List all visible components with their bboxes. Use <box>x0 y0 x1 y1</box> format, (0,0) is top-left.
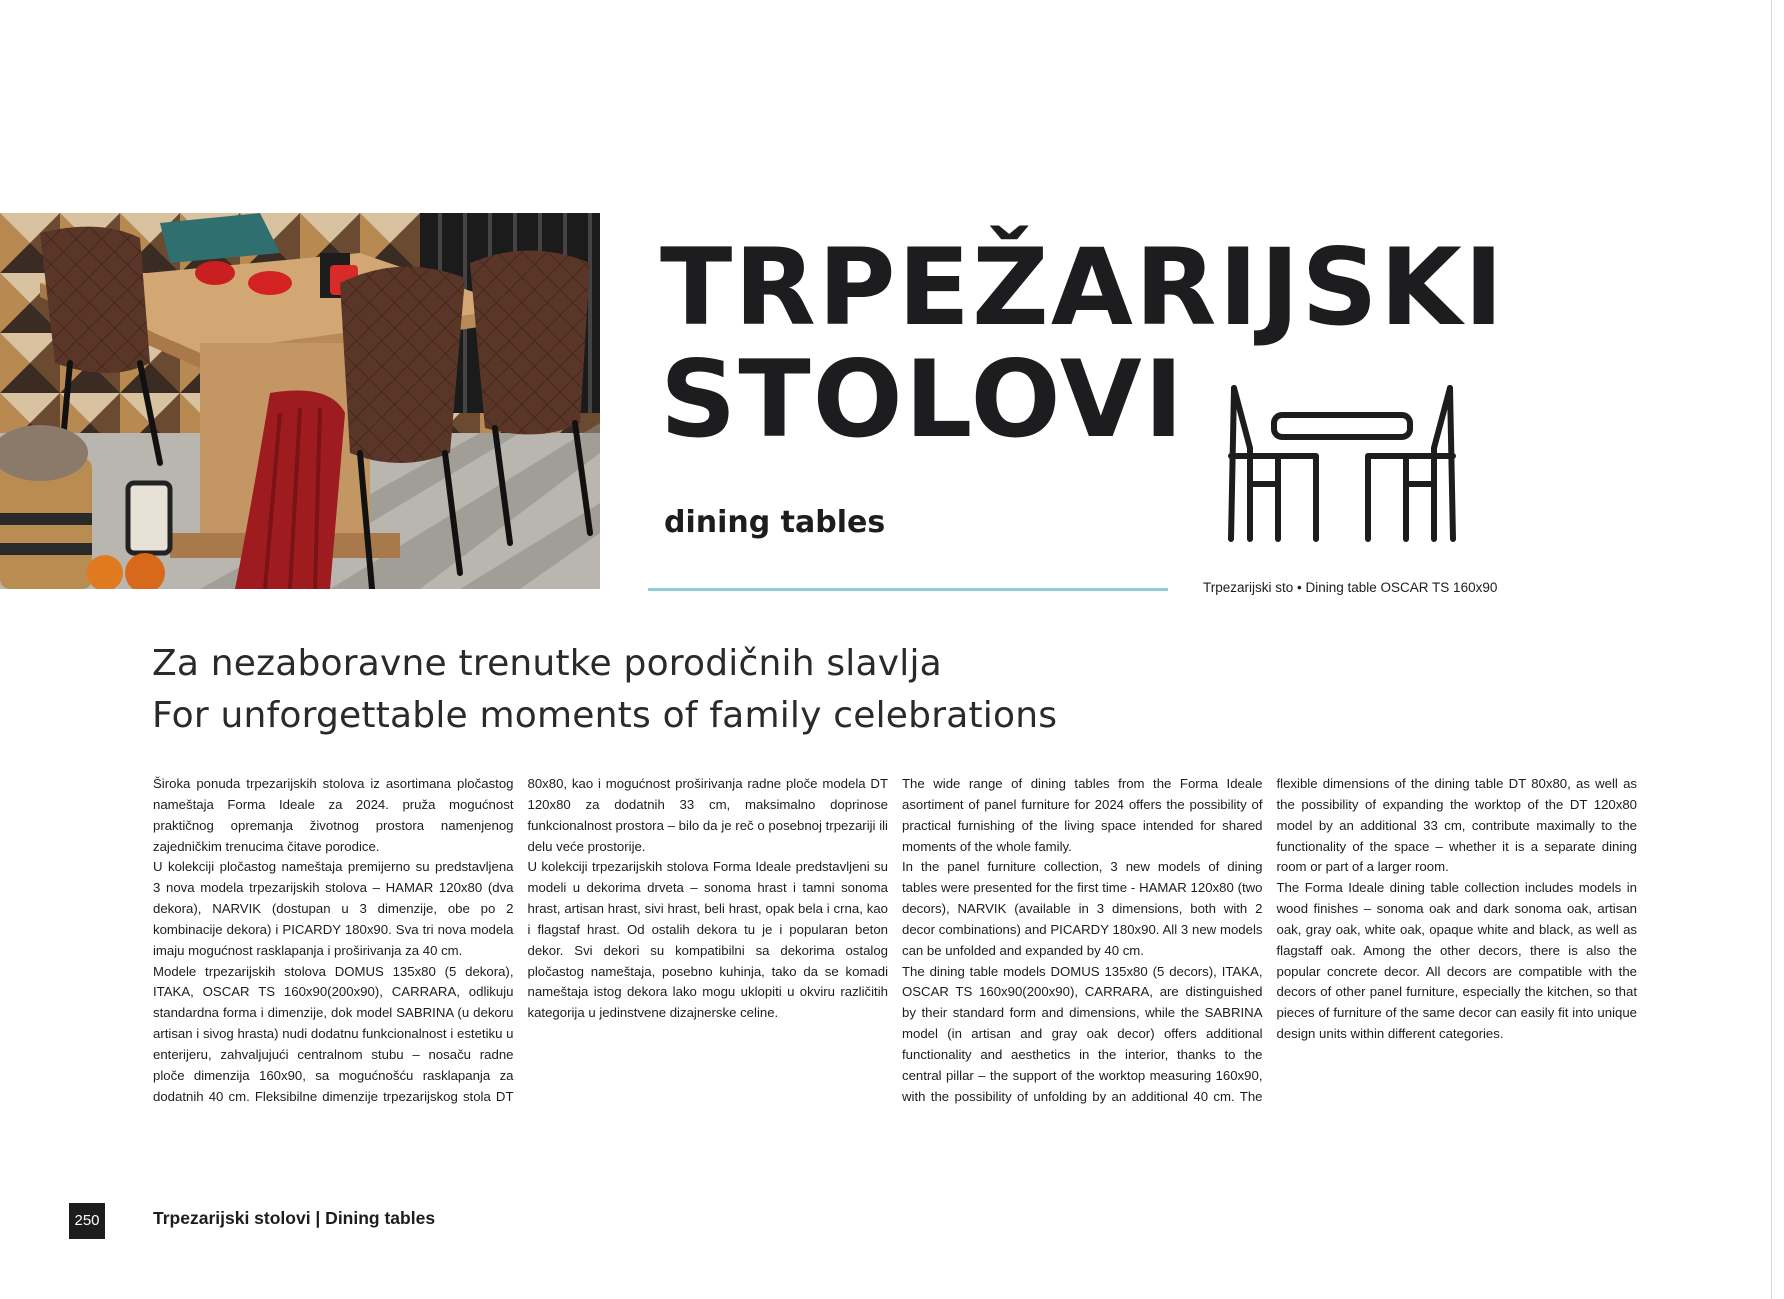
body-paragraph-sr-3: Modele trpezarijskih stolova DOMUS 135x80 (5 dekora), ITAKA, OSCAR TS 160x90(200x90), CARRARA, odlikuju standardna forma i dimenzije, dok model SABRINA (u dekoru artisan i sivog hrasta) nudi dodatnu funkcionalnost i estetiku u enterijeru, zahvaljujući centralnom stubu – nosaču radne ploče dimenzija 160x90, sa mogućnošću rasklapanja za dodatnih 40 cm. Fleksibilne dimenzije trpezarijskog stola DT 80x80, kao i mogućnost proširivanja radne ploče modela DT 120x80 za dodatnih 33 cm, maksimalno doprinose funkcionalnost prostora – bilo da je reč o posebnoj trpezariji ili delu veće prostorije. <box>153 776 888 1104</box>
product-photo <box>0 213 600 589</box>
page-edge-divider <box>1771 0 1772 1299</box>
title-line-1: TRPEŽARIJSKI <box>660 226 1506 349</box>
page-number: 250 <box>69 1203 105 1239</box>
body-paragraph-en-1: The wide range of dining tables from the Forma Ideale asortiment of panel furniture for 2024 offers the possibility of practical furnishing of the living space intended for shared moments of the whole family. <box>902 776 1263 854</box>
body-paragraph-sr-4: U kolekciji trpezarijskih stolova Forma Ideale predstavljeni su modeli u dekorima drveta – sonoma hrast i tamni sonoma hrast, artisan hrast, sivi hrast, beli hrast, opak bela i crna, kao i flagstaf hrast. Od ostalih dekora tu je i popularan beton dekor. Svi dekori su kompatibilni sa dekorima ostalog pločastog nameštaja, posebno kuhinja, tako da se komadi nameštaja istog dekora lako mogu uklopiti u okviru različitih kategorija u jedinstvene dizajnerske celine. <box>527 859 888 1021</box>
body-paragraph-en-2: In the panel furniture collection, 3 new models of dining tables were presented for the first time - HAMAR 120x80 (two decors), NARVIK (available in 3 dimensions, both with 2 decor combinations) and PICARDY 180x90. All 3 new models can be unfolded and expanded by 40 cm. <box>902 859 1263 958</box>
body-paragraph-en-4: The Forma Ideale dining table collection includes models in wood finishes – sonoma oak and dark sonoma oak, artisan oak, gray oak, white oak, opaque white and black, as well as flagstaff oak. Among the other decors, there is also the popular concrete decor. All decors are compatible with the decors of other panel furniture, especially the kitchen, so that pieces of furniture of the same decor can easily fit into unique design units within different categories. <box>1276 880 1637 1042</box>
dining-table-chairs-icon <box>1226 384 1458 544</box>
body-paragraph-en-3: The dining table models DOMUS 135x80 (5 decors), ITAKA, OSCAR TS 160x90(200x90), CARRARA, are distinguished by their standard form and dimensions, while the SABRINA model (in artisan and gray oak decor) offers additional functionality and aesthetics in the interior, thanks to the central pillar – the support of the worktop measuring 160x90, with the possibility of unfolding by an additional 40 cm. The flexible dimensions of the dining table DT 80x80, as well as the possibility of expanding the worktop of the DT 120x80 model by an additional 33 cm, contribute maximally to the functionality of the space – whether it is a separate dining room or part of a larger room. <box>902 776 1637 1104</box>
accent-rule <box>648 588 1168 591</box>
page-subtitle: dining tables <box>664 505 886 540</box>
body-paragraph-sr-2: U kolekciji pločastog nameštaja premijerno su predstavljena 3 nova modela trpezarijskih stolova – HAMAR 120x80 (dva dekora), NARVIK (dostupan u 3 dimenzije, obe po 2 kombinacije dekora) i PICARDY 180x90. Sva tri nova modela imaju mogućnost rasklapanja i proširivanja za 40 cm. <box>153 859 514 958</box>
section-label: Trpezarijski stolovi | Dining tables <box>153 1208 436 1228</box>
headline-en: For unforgettable moments of family celebrations <box>152 695 1058 736</box>
headline <box>152 638 1057 742</box>
photo-caption: Trpezarijski sto • Dining table OSCAR TS 160x90 <box>1203 580 1498 595</box>
title-line-2: STOLOVI <box>660 338 1186 461</box>
headline-sr: Za nezaboravne trenutke porodičnih slavlja <box>152 643 942 684</box>
body-paragraph-sr-1: Široka ponuda trpezarijskih stolova iz asortimana pločastog nameštaja Forma Ideale za 2024. pruža mogućnost praktičnog opremanja životnog prostora namenjenog zajedničkim trenucima čitave porodice. <box>153 776 514 854</box>
body-text <box>153 774 1637 1114</box>
